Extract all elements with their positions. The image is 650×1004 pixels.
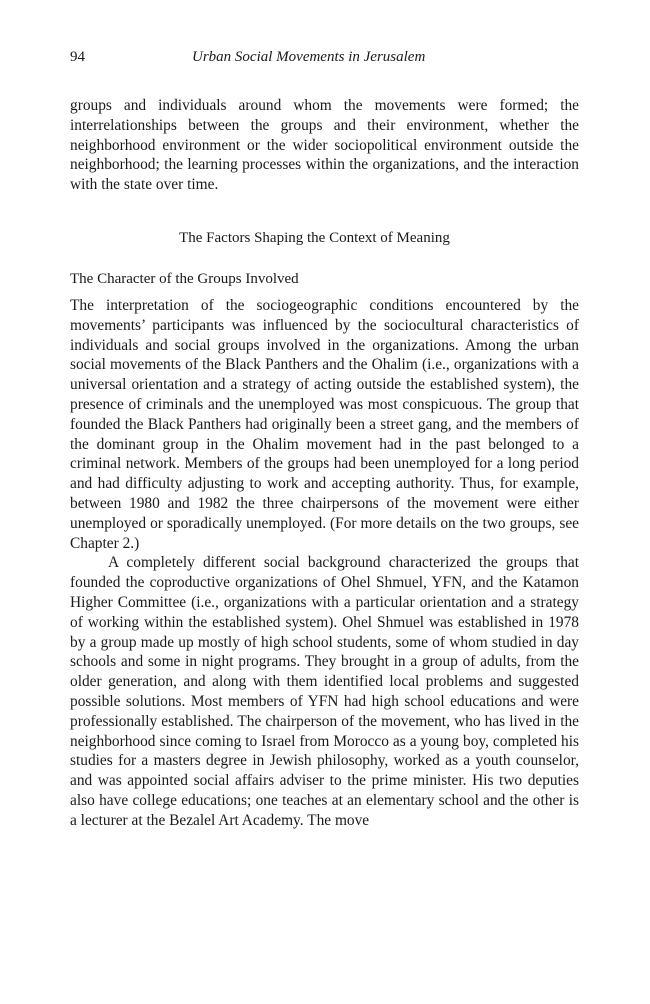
body-paragraph-2: A completely different social background characterized the groups that founded the coproductive organizations of Ohel Shmuel, YFN, and the Katamon Higher Committee (i.e., organizations with a particular orientation and a strategy of working within the established system). Ohel Shmuel was established in 1978 by a group made up mostly of high school students, some of whom studied in day schools and some in night programs. They brought in a group of adults, from the older generation, and along with them identified local problems and suggested possible solutions. Most members of YFN had high school educations and were professionally established. The chairperson of the movement, who has lived in the neighborhood since coming to Israel from Morocco as a young boy, completed his studies for a masters degree in Jewish philosophy, worked as a youth counselor, and was appointed social affairs adviser to the prime minister. His two deputies also have college educations; one teaches at an elementary school and the other is a lecturer at the Bezalel Art Academy. The move [70,554,579,829]
section-heading: The Factors Shaping the Context of Meaning [179,229,450,246]
body-paragraph-1: The interpretation of the sociogeographic conditions encountered by the movements’ participants was influenced by the sociocultural characteristics of individuals and social groups involved in the organizations. Among the urban social movements of the Black Panthers and the Ohalim (i.e., organizations with a universal orientation and a strategy of acting outside the established system), the presence of criminals and the unemployed was most conspicuous. The group that founded the Black Panthers had originally been a street gang, and the members of the dominant group in the Ohalim movement had in the past belonged to a criminal network. Members of the groups had been unemployed for a long period and had difficulty adjusting to work and accepting authority. Thus, for example, between 1980 and 1982 the three chairpersons of the movement were either unemployed or sporadically unemployed. (For more details on the two groups, see Chapter 2.) [70,296,579,552]
intro-paragraph: groups and individuals around whom the movements were formed; the interrelationships between the groups and their environment, whether the neighborhood environment or the wider sociopolitical environment outside the neighborhood; the learning processes within the organizations, and the interaction with the state over time. [70,97,579,194]
subsection-heading: The Character of the Groups Involved [70,270,299,287]
book-page [70,46,579,831]
running-title: Urban Social Movements in Jerusalem [192,49,426,65]
page-number: 94 [70,49,85,65]
running-header [70,46,579,68]
